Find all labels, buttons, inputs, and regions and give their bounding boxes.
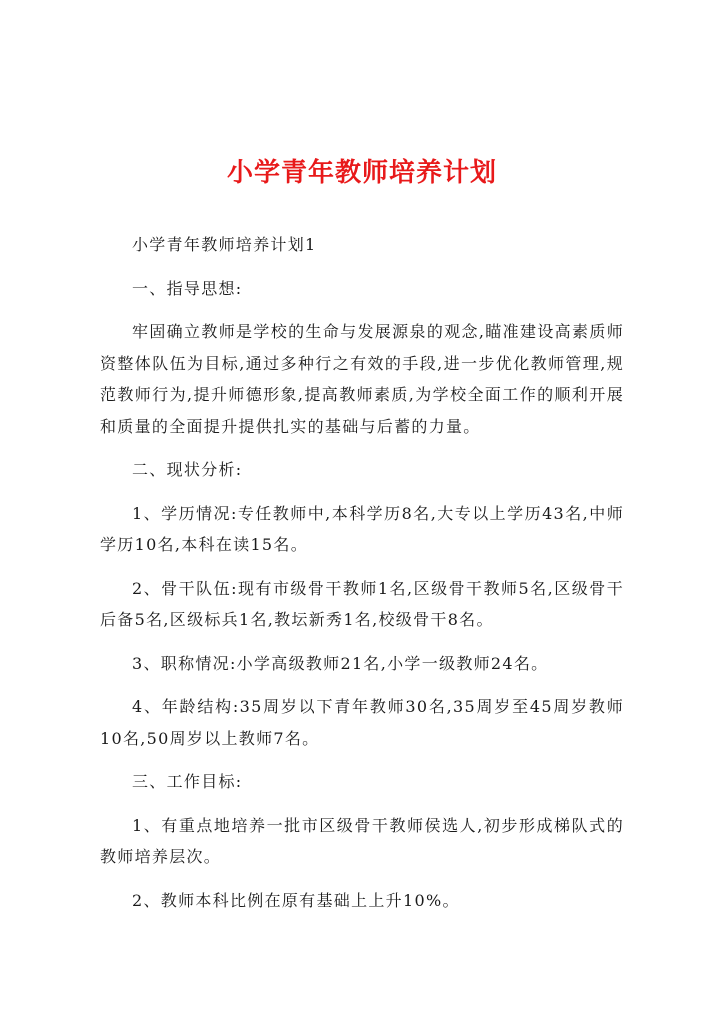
paragraph-professional-titles: 3、职称情况:小学高级教师21名,小学一级教师24名。 [132,653,549,673]
paragraph-backbone-team: 2、骨干队伍:现有市级骨干教师1名,区级骨干教师5名,区级骨干后备5名,区级标兵1名,教坛新秀1名,校级骨干8名。 [100,578,624,629]
paragraph-goal-1: 1、有重点地培养一批市区级骨干教师侯选人,初步形成梯队式的教师培养层次。 [100,815,624,866]
section-heading-status-analysis: 二、现状分析: [132,460,243,479]
paragraph-guiding-ideology: 牢固确立教师是学校的生命与发展源泉的观念,瞄准建设高素质师资整体队伍为目标,通过多种行之有效的手段,进一步优化教师管理,规范教师行为,提升师德形象,提高教师素质,为学校全面工作的顺利开展和质量的全面提升提供扎实的基础与后蓄的力量。 [100,322,624,436]
document-title: 小学青年教师培养计划 [226,158,497,188]
paragraph-doc-subtitle: 小学青年教师培养计划1 [132,235,317,254]
paragraph-age-structure: 4、年龄结构:35周岁以下青年教师30名,35周岁至45周岁教师10名,50周岁以上教师7名。 [100,697,624,748]
section-heading-work-goals: 三、工作目标: [132,772,243,791]
document-body [100,229,624,916]
paragraph-goal-2: 2、教师本科比例在原有基础上上升10%。 [132,890,460,910]
paragraph-education-background: 1、学历情况:专任教师中,本科学历8名,大专以上学历43名,中师学历10名,本科在读15名。 [100,503,624,554]
section-heading-guiding-ideology: 一、指导思想: [132,278,243,298]
